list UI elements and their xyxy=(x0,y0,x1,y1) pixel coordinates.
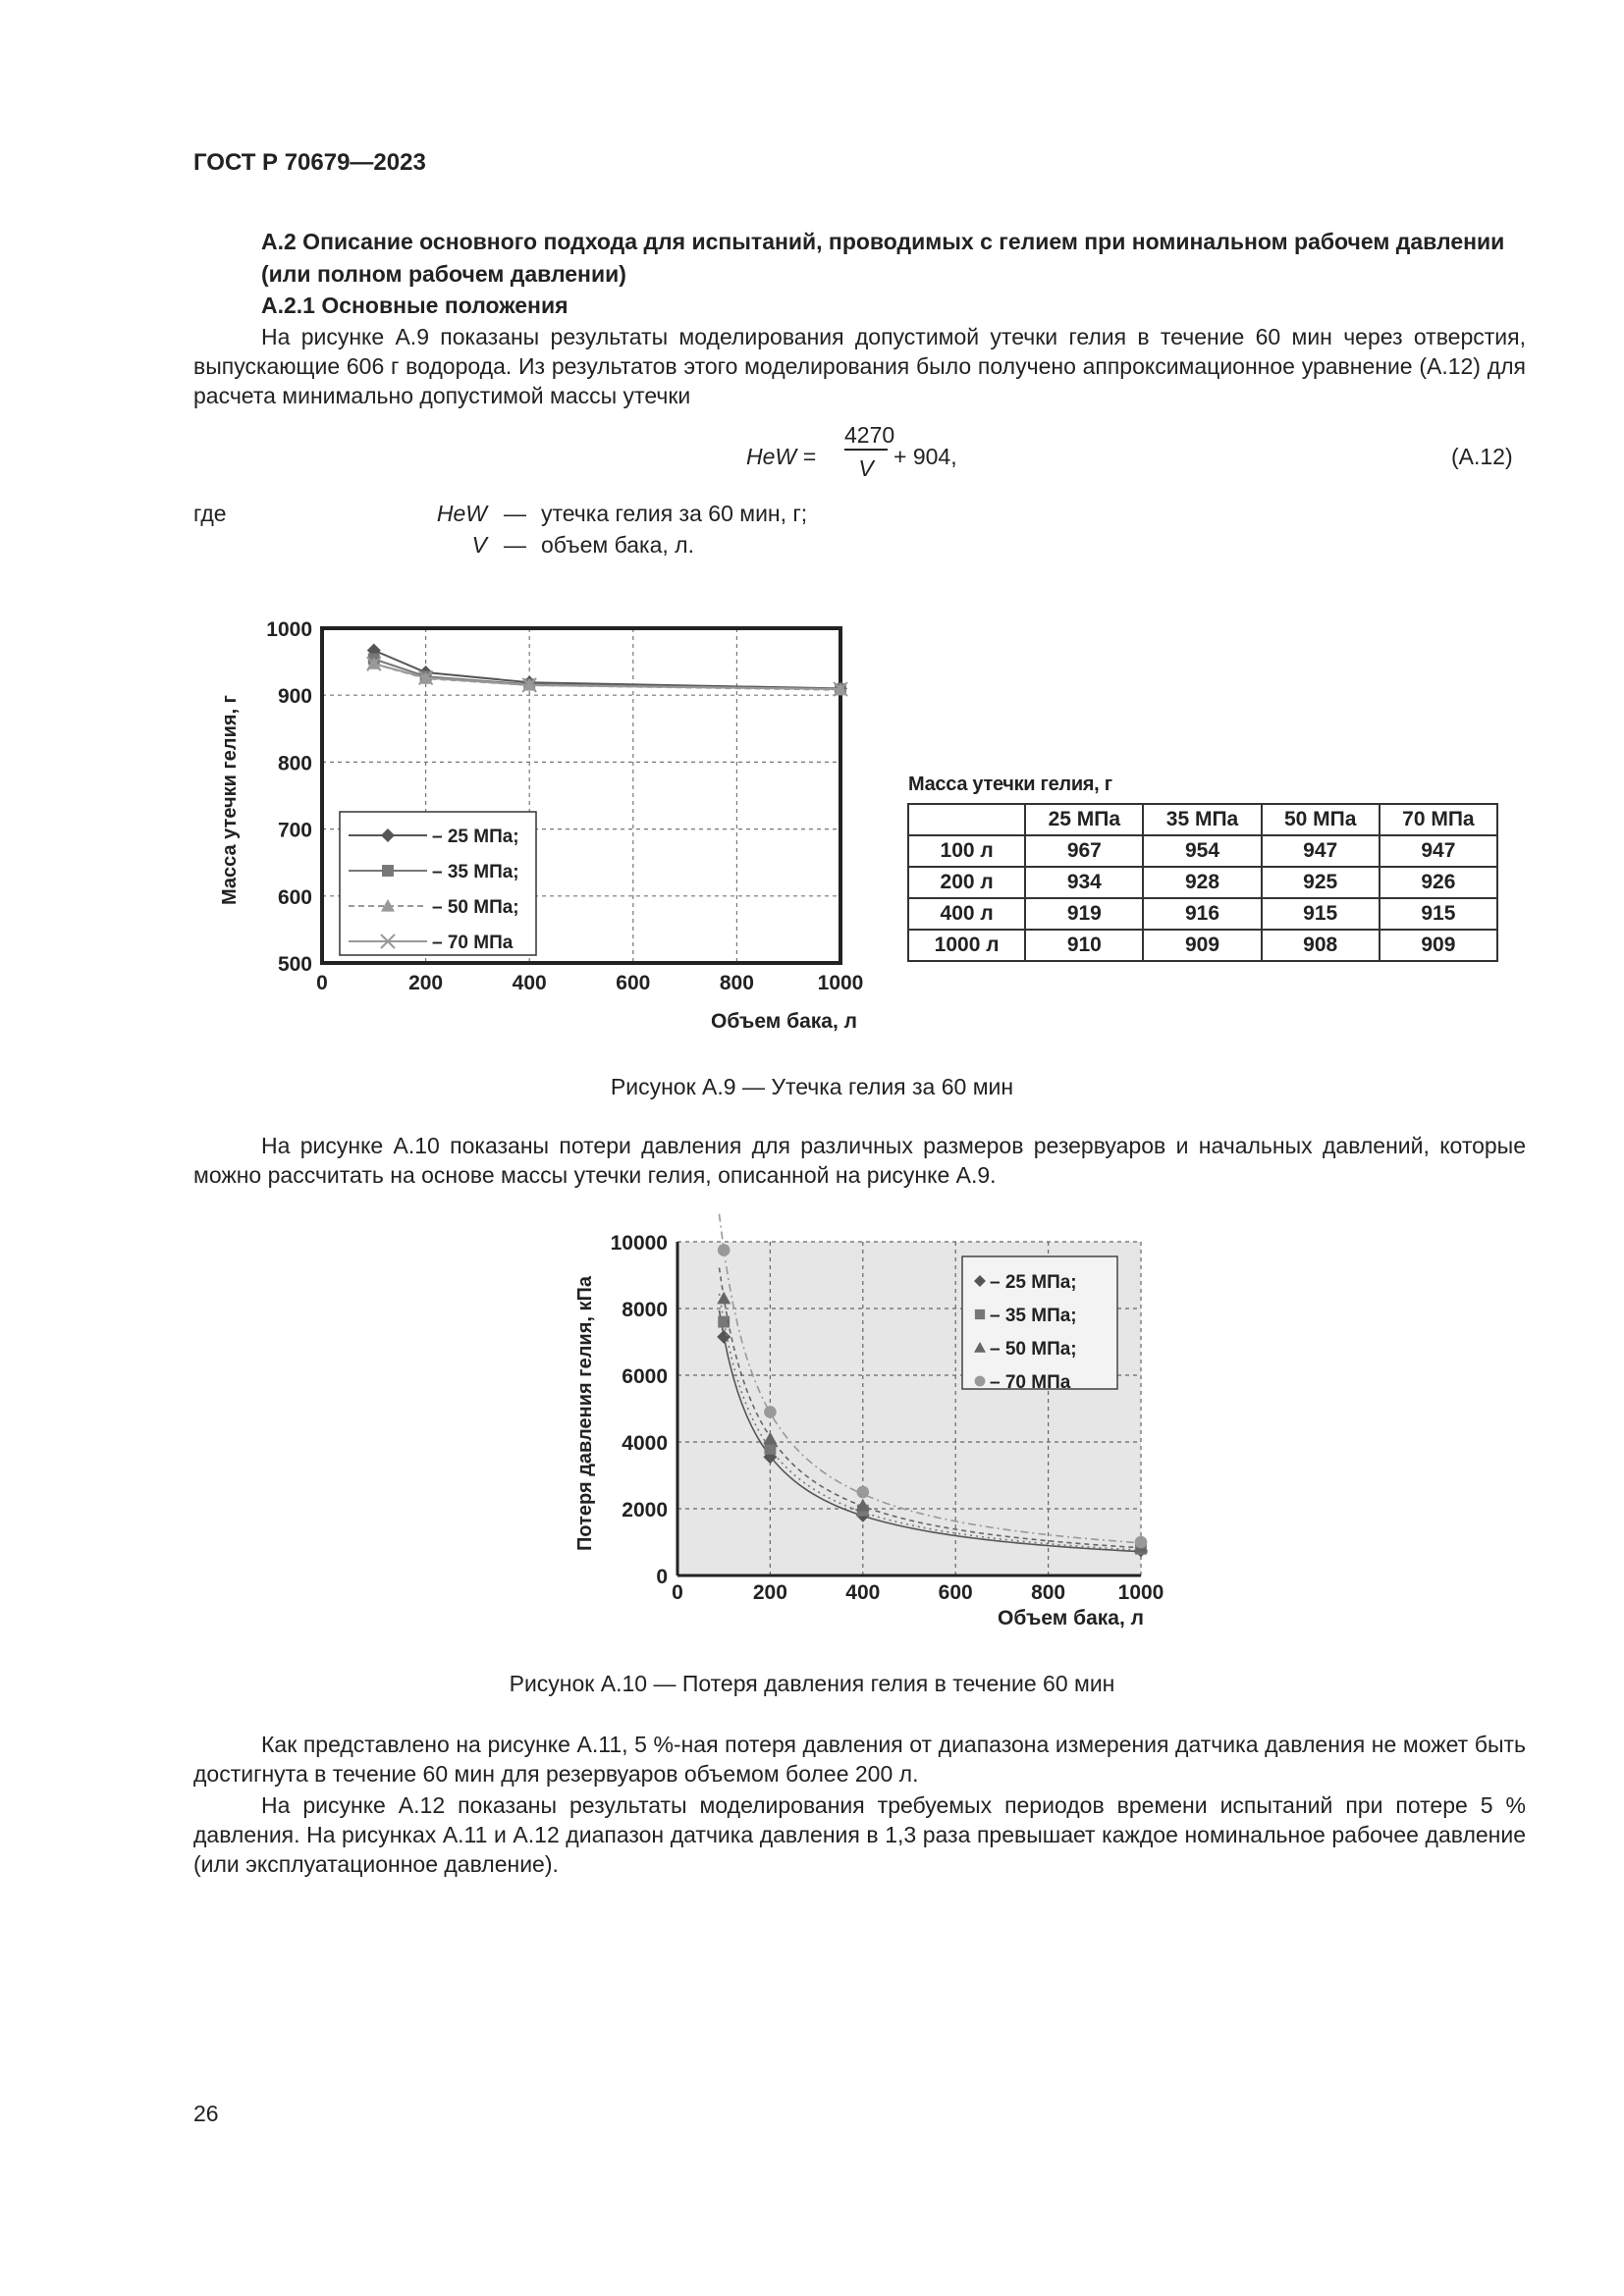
formula-lhs: HeW = xyxy=(746,444,816,469)
table-header-empty xyxy=(908,804,1025,835)
table-header-cell: 70 МПа xyxy=(1380,804,1497,835)
table-cell: 954 xyxy=(1143,835,1261,867)
chart2-xtick-label: 600 xyxy=(938,1581,973,1604)
where-dash-2: — xyxy=(504,532,526,558)
paragraph-2 xyxy=(193,1131,1526,1190)
chart2-legend-label: – 25 МПа; xyxy=(990,1272,1077,1293)
paragraph-2-text: На рисунке А.10 показаны потери давления для различных размеров резервуаров и начальных давлений, которые можно рассчитать на основе массы утечки гелия, описанной на рисунке А.9. xyxy=(193,1133,1526,1188)
chart1-ytick-label: 1000 xyxy=(266,618,312,641)
table-header-cell: 25 МПа xyxy=(1025,804,1143,835)
chart1-legend xyxy=(340,812,536,955)
chart1-legend-label: – 70 МПа xyxy=(432,933,514,953)
chart1-ytick-label: 900 xyxy=(277,685,312,709)
table-cell: 934 xyxy=(1025,867,1143,898)
leak-mass-table xyxy=(907,803,1498,962)
figure-a10-chart xyxy=(560,1212,1164,1644)
chart2-legend-label: – 35 МПа; xyxy=(990,1306,1077,1326)
table-row-label: 400 л xyxy=(908,898,1025,930)
where-prefix: где xyxy=(193,501,227,526)
chart2-ytick-label: 6000 xyxy=(622,1365,668,1388)
chart2-ytick-label: 8000 xyxy=(622,1299,668,1321)
subsection-title: А.2.1 Основные положения xyxy=(261,293,568,318)
table-cell: 947 xyxy=(1262,835,1380,867)
where-dash-1: — xyxy=(504,501,526,526)
chart1-xtick-label: 800 xyxy=(719,972,754,994)
table-cell: 928 xyxy=(1143,867,1261,898)
paragraph-1-text: На рисунке А.9 показаны результаты моделирования допустимой утечки гелия в течение 60 мин через отверстия, выпускающие 606 г водорода. Из результатов этого моделирования было получено аппроксимационное уравнение (А.12) для расчета минимально допустимой массы утечки xyxy=(193,324,1526,408)
where-text-2: объем бака, л. xyxy=(541,532,694,558)
table-row xyxy=(908,930,1497,961)
equation-number: (А.12) xyxy=(1451,444,1513,469)
chart2-legend xyxy=(962,1256,1117,1393)
formula xyxy=(746,424,1001,493)
paragraph-3 xyxy=(193,1730,1526,1789)
table-cell: 909 xyxy=(1143,930,1261,961)
fraction-bar xyxy=(844,449,888,451)
table-cell: 910 xyxy=(1025,930,1143,961)
chart1-ytick-label: 500 xyxy=(277,953,312,976)
document-header: ГОСТ Р 70679—2023 xyxy=(193,149,426,176)
chart1-ytick-label: 700 xyxy=(277,819,312,842)
table-cell: 915 xyxy=(1262,898,1380,930)
chart1-legend-label: – 35 МПа; xyxy=(432,862,519,882)
chart2-ytick-label: 10000 xyxy=(610,1232,668,1255)
paragraph-4-text: На рисунке А.12 показаны результаты моделирования требуемых периодов времени испытаний при потере 5 % давления. На рисунках А.11 и А.12 диапазон датчика давления в 1,3 раза превышает каждое номинальное рабочее давление (или эксплуатационное давление). xyxy=(193,1792,1526,1877)
paragraph-1 xyxy=(193,322,1526,410)
where-block xyxy=(193,501,808,569)
table-row xyxy=(908,835,1497,867)
chart2-data-point xyxy=(764,1443,776,1455)
table-cell: 925 xyxy=(1262,867,1380,898)
table-row-label: 100 л xyxy=(908,835,1025,867)
chart2-data-point xyxy=(1135,1536,1148,1549)
chart1-legend-label: – 50 МПа; xyxy=(432,897,519,918)
chart2-ytick-label: 0 xyxy=(656,1566,668,1588)
formula-numerator: 4270 xyxy=(844,422,895,448)
chart2-xtick-label: 800 xyxy=(1031,1581,1066,1604)
table-cell: 919 xyxy=(1025,898,1143,930)
chart1-xtick-label: 0 xyxy=(316,972,328,994)
figure-a10-caption: Рисунок А.10 — Потеря давления гелия в течение 60 мин xyxy=(509,1671,1115,1696)
formula-rhs: + 904, xyxy=(893,444,957,469)
table-cell: 909 xyxy=(1380,930,1497,961)
table-header-cell: 50 МПа xyxy=(1262,804,1380,835)
chart2-data-point xyxy=(764,1406,777,1418)
table-row xyxy=(908,867,1497,898)
chart1-xtick-label: 400 xyxy=(512,972,547,994)
page-number: 26 xyxy=(193,2101,219,2126)
chart2-legend-marker xyxy=(975,1309,985,1319)
leak-table-title: Масса утечки гелия, г xyxy=(908,774,1112,795)
chart1-series-line xyxy=(374,664,840,689)
where-text-1: утечка гелия за 60 мин, г; xyxy=(541,501,808,526)
chart1-ylabel: Масса утечки гелия, г xyxy=(219,694,241,906)
table-row-label: 1000 л xyxy=(908,930,1025,961)
chart2-legend-label: – 70 МПа xyxy=(990,1372,1071,1393)
chart2-data-point xyxy=(718,1244,731,1256)
where-symbol-hew: HeW xyxy=(436,501,487,526)
chart1-xtick-label: 200 xyxy=(408,972,444,994)
chart1-ytick-label: 600 xyxy=(277,885,312,909)
table-header-row xyxy=(908,804,1497,835)
table-cell: 947 xyxy=(1380,835,1497,867)
paragraph-3-text: Как представлено на рисунке А.11, 5 %-ная потеря давления от диапазона измерения датчика давления не может быть достигнута в течение 60 мин для резервуаров объемом более 200 л. xyxy=(193,1732,1526,1787)
chart1-xtick-label: 600 xyxy=(616,972,651,994)
chart2-ytick-label: 2000 xyxy=(622,1499,668,1522)
table-cell: 916 xyxy=(1143,898,1261,930)
table-cell: 915 xyxy=(1380,898,1497,930)
paragraph-4 xyxy=(193,1790,1526,1879)
where-symbol-v: V xyxy=(471,532,487,558)
chart2-xlabel: Объем бака, л xyxy=(998,1607,1144,1629)
chart2-legend-label: – 50 МПа; xyxy=(990,1339,1077,1360)
chart2-xtick-label: 200 xyxy=(752,1581,787,1604)
chart2-xtick-label: 400 xyxy=(845,1581,881,1604)
chart2-legend-marker xyxy=(975,1376,986,1387)
table-row xyxy=(908,898,1497,930)
table-header-cell: 35 МПа xyxy=(1143,804,1261,835)
table-cell: 926 xyxy=(1380,867,1497,898)
chart1-legend-label: – 25 МПа; xyxy=(432,827,519,847)
table-cell: 908 xyxy=(1262,930,1380,961)
section-title: А.2 Описание основного подхода для испытаний, проводимых с гелием при номинальном рабочем давлении (или полном рабочем давлении) xyxy=(261,229,1505,287)
chart1-ytick-label: 800 xyxy=(277,752,312,775)
chart1-series xyxy=(367,644,847,697)
table-cell: 967 xyxy=(1025,835,1143,867)
chart2-ylabel: Потеря давления гелия, кПа xyxy=(574,1276,596,1551)
chart1-series-line xyxy=(374,651,840,689)
formula-denominator: V xyxy=(858,455,874,481)
chart2-xtick-label: 1000 xyxy=(1117,1581,1164,1604)
chart1-xlabel: Объем бака, л xyxy=(711,1010,857,1033)
table-row-label: 200 л xyxy=(908,867,1025,898)
figure-a9-caption: Рисунок А.9 — Утечка гелия за 60 мин xyxy=(610,1074,1014,1099)
chart1-xtick-label: 1000 xyxy=(817,972,864,994)
chart1-legend-marker xyxy=(382,865,394,877)
chart2-ytick-label: 4000 xyxy=(622,1432,668,1455)
chart2-xtick-label: 0 xyxy=(672,1581,683,1604)
figure-a9-chart xyxy=(216,604,884,1036)
chart2-data-point xyxy=(857,1486,870,1499)
